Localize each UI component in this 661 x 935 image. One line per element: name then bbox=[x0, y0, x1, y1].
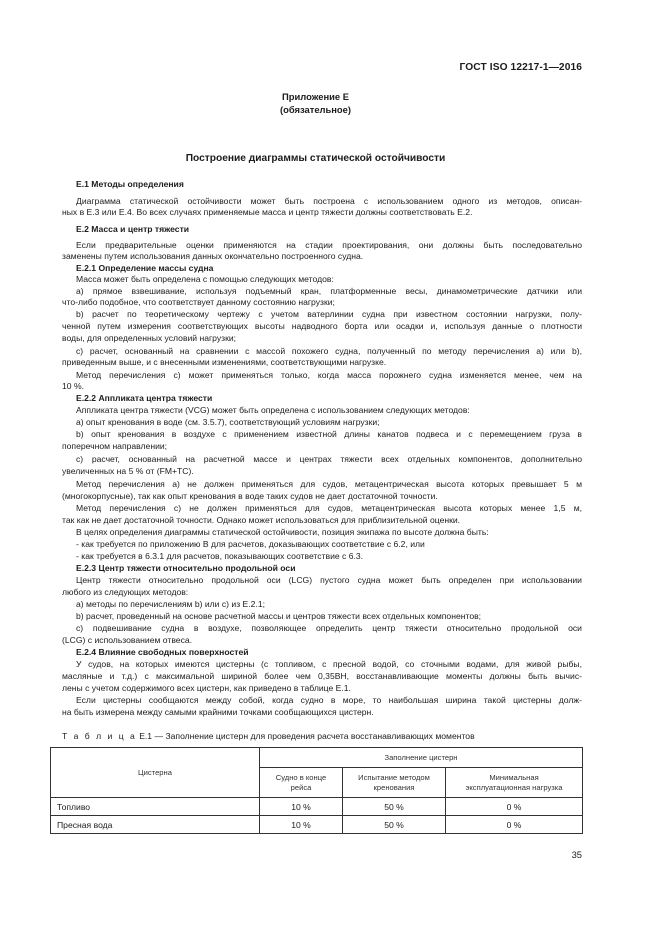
list-item: - как требуется по приложению B для расчетов, доказывающих соответствие с 6.2, или bbox=[76, 539, 425, 549]
paragraph-line: ных в Е.3 или Е.4. Во всех случаях применяемые масса и центр тяжести должны соответствовать Е.2. bbox=[62, 207, 473, 217]
paragraph-line: Центр тяжести относительно продольной оси (LCG) пустого судна может быть определен при использовании bbox=[76, 575, 582, 585]
cell-tank-name: Пресная вода bbox=[51, 816, 260, 834]
paragraph-line: Масса может быть определена с помощью следующих методов: bbox=[76, 274, 334, 284]
subsection-heading-e23: Е.2.3 Центр тяжести относительно продольной оси bbox=[76, 563, 296, 573]
paragraph-line: так как не дает достаточной точности. Однако может использоваться для приблизительной оценки. bbox=[62, 515, 461, 525]
cell-value: 0 % bbox=[446, 798, 583, 816]
paragraph-line: что-либо подобное, что соответствует данному состоянию нагрузки; bbox=[62, 297, 335, 307]
paragraph-line: Метод перечисления c) может применяться только, когда масса порожнего судна изменяется менее, чем на bbox=[76, 370, 582, 380]
subheader-line: рейса bbox=[290, 782, 312, 792]
list-item: c) подвешивание судна в воздухе, позволяющее определить центр тяжести относительно продольной оси bbox=[76, 623, 582, 633]
subheader-line: эксплуатационная нагрузка bbox=[465, 782, 563, 792]
subheader-line: кренования bbox=[373, 782, 415, 792]
paragraph-line: В целях определения диаграммы статической остойчивости, позиция экипажа по высоте должна быть: bbox=[76, 527, 489, 537]
cell-value: 10 % bbox=[260, 816, 343, 834]
table-caption bbox=[62, 731, 475, 741]
table-caption-text: Е.1 — Заполнение цистерн для проведения расчета восстанавливающих моментов bbox=[139, 731, 475, 741]
column-header-filling: Заполнение цистерн bbox=[260, 748, 583, 768]
paragraph-line: заменены путем использования данных окончательно построенного судна. bbox=[62, 251, 364, 261]
subheader-line: Минимальная bbox=[489, 772, 539, 782]
annex-status: (обязательное) bbox=[280, 104, 351, 115]
list-item: a) опыт кренования в воде (см. 3.5.7), соответствующий условиям нагрузки; bbox=[76, 417, 380, 427]
list-item: - как требуется в 6.3.1 для расчетов, показывающих соответствие с 6.3. bbox=[76, 551, 364, 561]
cell-value: 50 % bbox=[343, 816, 446, 834]
paragraph-line: поперечном направлении; bbox=[62, 441, 168, 451]
paragraph-line: Диаграмма статической остойчивости может быть построена с использованием одного из методов, описан- bbox=[76, 196, 582, 206]
subsection-heading-e21: Е.2.1 Определение массы судна bbox=[76, 263, 214, 273]
paragraph-line: Метод перечисления a) не должен применяться для судов, метацентрическая высота которых превышает 5 м bbox=[76, 479, 582, 489]
paragraph-line: У судов, на которых имеются цистерны (с топливом, с пресной водой, со сточными водами, для живой рыбы, bbox=[76, 659, 582, 669]
cell-value: 50 % bbox=[343, 798, 446, 816]
subheader-line: Судно в конце bbox=[275, 772, 327, 782]
page-title: Построение диаграммы статической остойчивости bbox=[185, 153, 446, 164]
paragraph-line: 10 %. bbox=[62, 381, 84, 391]
section-heading-e2: Е.2 Масса и центр тяжести bbox=[76, 224, 190, 234]
subheader-min-operating-load bbox=[446, 768, 583, 798]
cell-tank-name: Топливо bbox=[51, 798, 260, 816]
subheader-end-of-voyage bbox=[260, 768, 343, 798]
section-heading-e1: Е.1 Методы определения bbox=[76, 179, 184, 189]
paragraph-line: приведенным выше, и с внесенными изменениями, соответствующими нагрузке. bbox=[62, 357, 387, 367]
subsection-heading-e22: Е.2.2 Аппликата центра тяжести bbox=[76, 393, 213, 403]
list-item: c) расчет, основанный на сравнении с массой похожего судна, полученный по методу перечисления a) или b), bbox=[76, 346, 582, 356]
cell-value: 10 % bbox=[260, 798, 343, 816]
annex-title: Приложение Е bbox=[282, 91, 349, 102]
paragraph-line: Если предварительные оценки применяются на стадии проектирования, они должны быть последовательно bbox=[76, 240, 582, 250]
paragraph-line: лены с учетом содержимого всех цистерн, как приведено в таблице Е.1. bbox=[62, 683, 351, 693]
annex-heading bbox=[0, 90, 631, 116]
paragraph-line: ченной путем измерения соответствующих высоты надводного борта или осадки и, используя данные о плотности bbox=[62, 321, 582, 331]
document-code: ГОСТ ISO 12217-1—2016 bbox=[459, 62, 582, 73]
list-item: b) расчет, проведенный на основе расчетной массы и центров тяжести всех отдельных компонентов; bbox=[76, 611, 482, 621]
paragraph-line: Аппликата центра тяжести (VCG) может быть определена с использованием следующих методов: bbox=[76, 405, 470, 415]
tank-filling-table bbox=[50, 747, 583, 834]
paragraph-line: Если цистерны сообщаются между собой, когда судно в море, то наибольшая ширина такой цистерны долж- bbox=[76, 695, 582, 705]
subheader-line: Испытание методом bbox=[358, 772, 430, 782]
cell-value: 0 % bbox=[446, 816, 583, 834]
paragraph-line: (LCG) с использованием отвеса. bbox=[62, 635, 193, 645]
list-item: a) методы по перечислениям b) или c) из Е.2.1; bbox=[76, 599, 265, 609]
page-number: 35 bbox=[571, 849, 582, 860]
table-caption-label: Т а б л и ц а bbox=[62, 731, 137, 741]
paragraph-line: (многокорпусные), так как опыт кренования в воде таких судов не дает достаточной точности. bbox=[62, 491, 438, 501]
paragraph-line: на быть измерена между самыми крайними точками сообщающихся цистерн. bbox=[62, 707, 374, 717]
paragraph-line: воды, для определенных условий нагрузки; bbox=[62, 333, 237, 343]
list-item: b) расчет по теоретическому чертежу с учетом ватерлинии судна при известном состоянии нагрузки, полу- bbox=[76, 309, 582, 319]
paragraph-line: любого из следующих методов: bbox=[62, 587, 189, 597]
subsection-heading-e24: Е.2.4 Влияние свободных поверхностей bbox=[76, 647, 249, 657]
list-item: c) расчет, основанный на расчетной массе и центрах тяжести всех отдельных компонентов, дополнительно bbox=[76, 454, 582, 464]
column-header-tank: Цистерна bbox=[51, 748, 260, 798]
list-item: a) прямое взвешивание, используя подъемный кран, платформенные весы, динамометрические датчики или bbox=[76, 286, 582, 296]
paragraph-line: масляные и т.д.) с максимальной шириной более чем 0,35BH, восстанавливающие моменты должны быть вычис- bbox=[62, 671, 582, 681]
subheader-inclining-test bbox=[343, 768, 446, 798]
list-item: b) опыт кренования в воздухе с применением известной длины канатов подвеса и с перемещением груза в bbox=[76, 429, 582, 439]
paragraph-line: увеличенных на 5 % от (FM+TC). bbox=[62, 466, 194, 476]
paragraph-line: Метод перечисления c) не должен применяться для судов, метацентрическая высота которых менее 1,5 м, bbox=[76, 503, 582, 513]
table-row bbox=[51, 816, 583, 834]
table-row bbox=[51, 798, 583, 816]
